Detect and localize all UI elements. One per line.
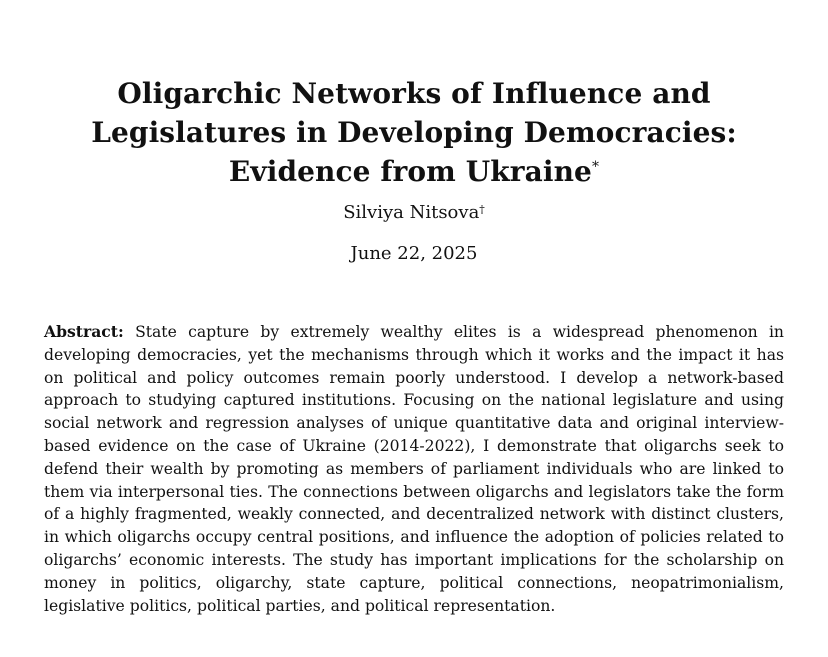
abstract-paragraph (44, 321, 784, 617)
title-footnote-mark[interactable]: * (591, 159, 600, 175)
abstract-label: Abstract: (44, 322, 124, 341)
abstract-text: State capture by extremely wealthy elites is a widespread phenomenon in developing democracies, yet the mechanisms through which it works and the impact it has on political and policy outcomes remain poorly understood. I develop a network-based approach to studying captured institutions. Focusing on the national legislature and using social network and regression analyses of unique quantitative data and original interview-based evidence on the case of Ukraine (2014-2022), I demonstrate that oligarchs seek to defend their wealth by promoting as members of parliament individuals who are linked to them via interpersonal ties. The connections between oligarchs and legislators take the form of a highly fragmented, weakly connected, and decentralized network with distinct clusters, in which oligarchs occupy central positions, and influence the adoption of policies related to oligarchs’ economic interests. The study has important implications for the scholarship on money in politics, oligarchy, state capture, political connections, neopatrimonialism, legislative politics, political parties, and political representation. (44, 323, 784, 615)
author-footnote-mark[interactable]: † (479, 203, 485, 216)
author-line (40, 200, 788, 226)
paper-title-text: Oligarchic Networks of Influence and Legislatures in Developing Democracies: Evidence from Ukraine (91, 77, 737, 188)
paper-title (40, 74, 788, 191)
publication-date: June 22, 2025 (350, 243, 478, 264)
author-name: Silviya Nitsova (343, 202, 480, 223)
